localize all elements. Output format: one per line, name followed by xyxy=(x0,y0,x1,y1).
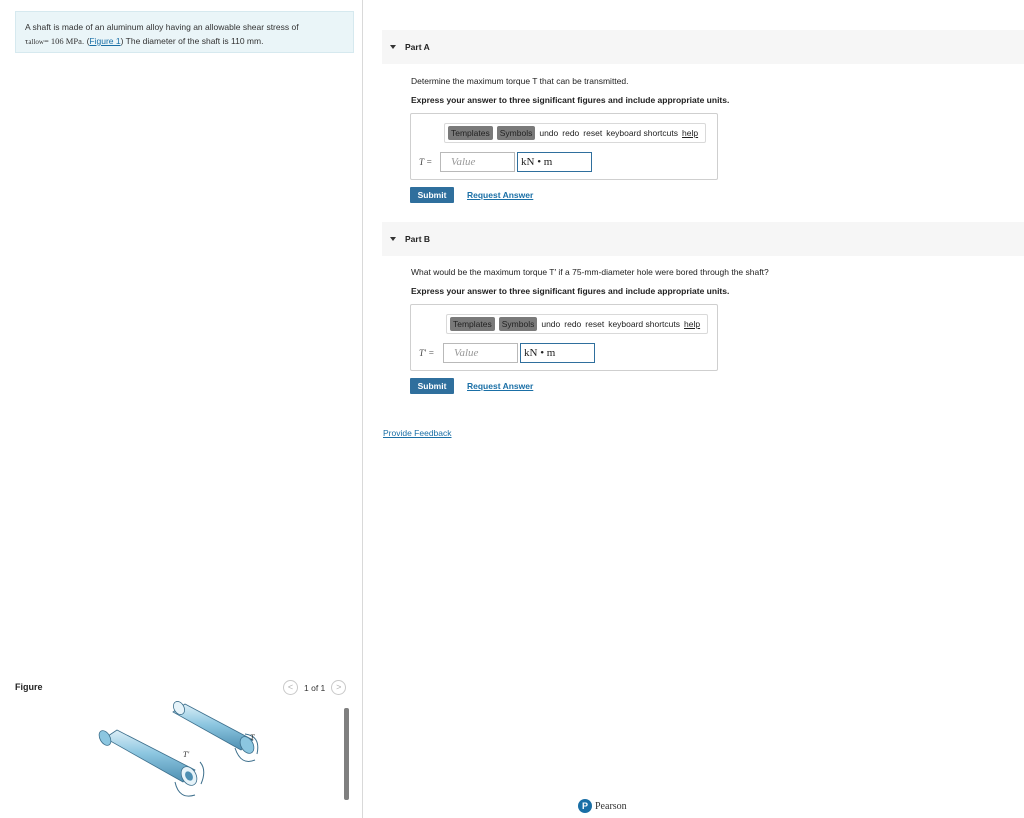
part-b-question: What would be the maximum torque T′ if a 75-mm-diameter hole were bored through the shaft? xyxy=(411,267,769,277)
undo-button[interactable]: undo xyxy=(541,319,561,329)
tau-symbol: τ xyxy=(25,36,29,46)
problem-period: . xyxy=(81,36,85,46)
reset-button[interactable]: reset xyxy=(583,128,603,138)
keyboard-shortcuts-button[interactable]: keyboard shortcuts xyxy=(606,128,679,138)
part-a-header[interactable] xyxy=(382,30,1024,64)
provide-feedback-link[interactable]: Provide Feedback xyxy=(383,428,452,438)
part-b-header[interactable] xyxy=(382,222,1024,256)
shaft-left xyxy=(97,729,204,797)
part-b-title: Part B xyxy=(405,234,431,244)
pearson-brand xyxy=(578,799,627,813)
part-a-question: Determine the maximum torque T that can be transmitted. xyxy=(411,76,629,86)
part-b-variable: T′ = xyxy=(419,348,435,358)
next-figure-button[interactable] xyxy=(331,680,346,695)
caret-down-icon xyxy=(390,237,396,241)
problem-text-after: The diameter of the shaft is 110 mm. xyxy=(123,36,264,46)
part-b-request-answer-link[interactable]: Request Answer xyxy=(467,381,534,391)
caret-down-icon xyxy=(390,45,396,49)
part-a-variable: T = xyxy=(419,157,433,167)
part-b-instruction: Express your answer to three significant figures and include appropriate units. xyxy=(411,286,730,296)
part-b-submit-button[interactable]: Submit xyxy=(410,378,454,394)
torque-label-left: T' xyxy=(183,750,190,759)
part-a-title: Part A xyxy=(405,42,430,52)
part-a-answer-box xyxy=(410,113,718,180)
part-b-toolbar xyxy=(446,314,708,334)
figure-link[interactable]: Figure 1 xyxy=(89,36,121,46)
part-a-answer-row xyxy=(419,152,592,172)
part-a-value-input[interactable]: Value xyxy=(440,152,515,172)
figure-scrollbar[interactable] xyxy=(344,708,349,800)
left-column xyxy=(0,0,363,818)
undo-button[interactable]: undo xyxy=(539,128,559,138)
help-button[interactable]: help xyxy=(682,128,699,138)
tau-subscript: allow xyxy=(28,38,44,46)
problem-statement: A shaft is made of an aluminum alloy having an allowable shear stress of τallow= 106 MPa. (Figure 1) The diameter of the shaft is 110 mm. xyxy=(15,11,354,53)
pearson-name: Pearson xyxy=(595,800,627,812)
part-b-answer-row xyxy=(419,343,595,363)
figure-page-indicator: 1 of 1 xyxy=(304,682,326,693)
part-b-value-input[interactable]: Value xyxy=(443,343,518,363)
part-a-request-answer-link[interactable]: Request Answer xyxy=(467,190,534,200)
templates-button[interactable]: Templates xyxy=(448,126,493,140)
symbols-button[interactable]: Symbols xyxy=(499,317,538,331)
reset-button[interactable]: reset xyxy=(585,319,605,329)
problem-text-before: A shaft is made of an aluminum alloy having an allowable shear stress of xyxy=(25,22,299,32)
part-a-submit-button[interactable]: Submit xyxy=(410,187,454,203)
part-a-units-input[interactable]: kN • m xyxy=(517,152,592,172)
redo-button[interactable]: redo xyxy=(564,319,582,329)
figure-navigation xyxy=(283,680,346,695)
part-b-units-input[interactable]: kN • m xyxy=(520,343,595,363)
prev-figure-button[interactable] xyxy=(283,680,298,695)
figure-label: Figure xyxy=(15,682,43,692)
redo-button[interactable]: redo xyxy=(562,128,580,138)
shaft-figure xyxy=(95,700,275,800)
part-b-answer-box xyxy=(410,304,718,371)
symbols-button[interactable]: Symbols xyxy=(497,126,536,140)
part-a-toolbar xyxy=(444,123,706,143)
keyboard-shortcuts-button[interactable]: keyboard shortcuts xyxy=(608,319,681,329)
help-button[interactable]: help xyxy=(684,319,701,329)
templates-button[interactable]: Templates xyxy=(450,317,495,331)
chevron-left-icon: < xyxy=(287,682,294,692)
pearson-logo-icon: P xyxy=(578,799,592,813)
chevron-right-icon: > xyxy=(336,682,342,692)
part-a-instruction: Express your answer to three significant figures and include appropriate units. xyxy=(411,95,730,105)
torque-label-right: T xyxy=(250,733,255,742)
tau-value: = 106 MPa xyxy=(43,36,82,46)
